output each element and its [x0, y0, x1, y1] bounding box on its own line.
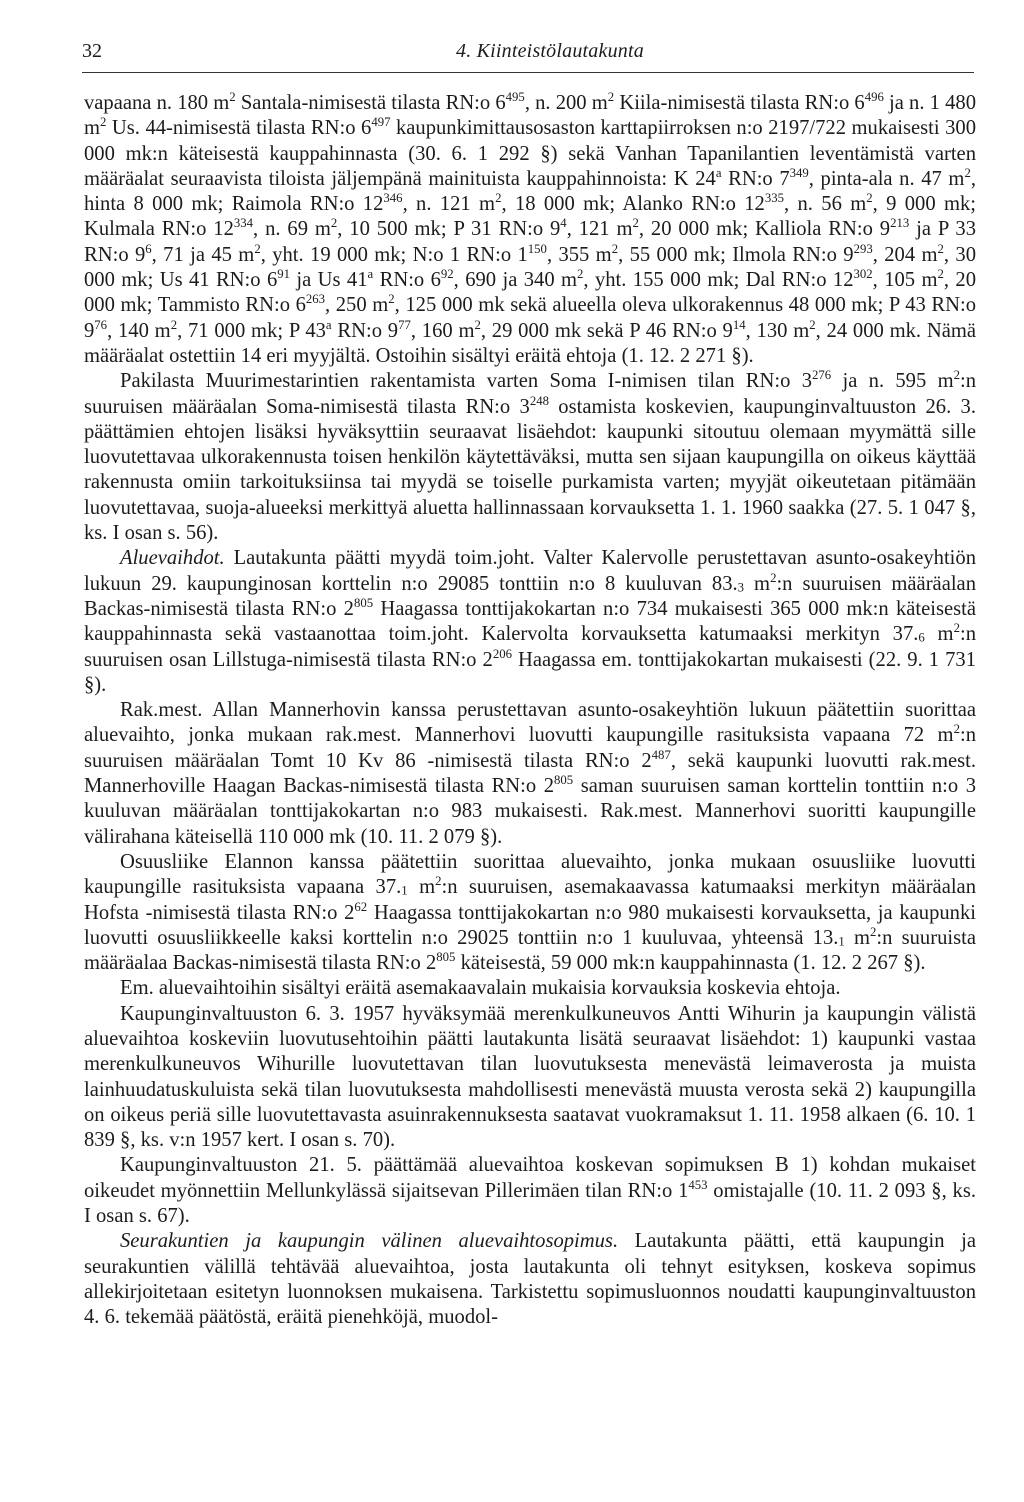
page-header — [82, 40, 974, 68]
paragraph-1: vapaana n. 180 $m^2$ Santala-nimisestä tilasta RN:o $6^{495}$, n. 200 $m^2$ Kiila-nimisestä tilasta RN:o $6^{496}$ ja n. 1 480 $m^2$ Us. 44-nimisestä tilasta RN:o $6^{497}$ kaupunkimittausosaston karttapiirroksen n:o 2197/722 mukaisesti 300 000 mk:n käteisestä kauppahinnasta (30. 6. 1 292 §) sekä Vanhan Tapanilantien leventämistä varten määräalat seuraavista tiloista jäljempänä mainituista kauppahinnoista: K 24$^a$ RN:o $7^{349}$, pinta-ala n. 47 $m^2$, hinta 8 000 mk; Raimola RN:o $12^{346}$, n. 121 $m^2$, 18 000 mk; Alanko RN:o $12^{335}$, n. 56 $m^2$, 9 000 mk; Kulmala RN:o $12^{334}$, n. 69 $m^2$, 10 500 mk; P 31 RN:o $9^4$, 121 $m^2$, 20 000 mk; Kalliola RN:o $9^{213}$ ja P 33 RN:o $9^6$, 71 ja 45 $m^2$, yht. 19 000 mk; N:o 1 RN:o $1^{150}$, 355 $m^2$, 55 000 mk; Ilmola RN:o $9^{293}$, 204 $m^2$, 30 000 mk; Us 41 RN:o $6^{91}$ ja Us 41$^a$ RN:o $6^{92}$, 690 ja 340 $m^2$, yht. 155 000 mk; Dal RN:o $12^{302}$, 105 $m^2$, 20 000 mk; Tammisto RN:o $6^{263}$, 250 $m^2$, 125 000 mk sekä alueella oleva ulkorakennus 48 000 mk; P 43 RN:o $9^{76}$, 140 $m^2$, 71 000 mk; P 43$^a$ RN:o $9^{77}$, 160 $m^2$, 29 000 mk sekä P 46 RN:o $9^{14}$, 130 $m^2$, 24 000 mk. Nämä määräalat ostettiin 14 eri myyjältä. Ostoihin sisältyi eräitä ehtoja (1. 12. 2 271 §). — [84, 90, 977, 367]
paragraph-8: Kaupunginvaltuuston 21. 5. päättämää aluevaihtoa koskevan sopimuksen B 1) kohdan mukaiset oikeudet myönnettiin Mellunkylässä sijaitsevan Pillerimäen tilan RN:o $1^{453}$ omistajalle (10. 11. 2 093 §, ks. I osan s. 67). — [84, 1154, 976, 1228]
page-number: 32 — [82, 40, 102, 62]
paragraph-3: Aluevaihdot. Lautakunta päätti myydä toim.joht. Valter Kalervolle perustettavan asunto-osakeyhtiön lukuun 29. kaupunginosan korttelin n:o 29085 tonttiin n:o 8 kuuluvan $83._3$ $m^2:n$ suuruisen määräalan Backas-nimisestä tilasta RN:o $2^{805}$ Haagassa tonttijakokartan n:o 734 mukaisesti 365 000 mk:n käteisestä kauppahinnasta sekä vastaanottaa toim.joht. Kalervolta korvauksetta katumaaksi merkityn $37._6$ $m^2:n$ suuruisen osan Lillstuga-nimisestä tilasta RN:o $2^{206}$ Haagassa em. tonttijakokartan mukaisesti (22. 9. 1 731 §). — [84, 547, 977, 696]
paragraph-5: Osuusliike Elannon kanssa päätettiin suorittaa aluevaihto, jonka mukaan osuusliike luovutti kaupungille rasituksista vapaana $37._1$ $m^2:n$ suuruisen, asemakaavassa katumaaksi merkityn määräalan Hofsta -nimisestä tilasta RN:o $2^{62}$ Haagassa tonttijakokartan n:o 980 mukaisesti korvauksetta, ja kaupunki luovutti osuusliikkeelle kaksi korttelin n:o 29025 tonttiin n:o 1 kuuluvaa, yhteensä $13._1$ $m^2:n$ suuruista määräalaa Backas-nimisestä tilasta RN:o $2^{805}$ käteisestä, 59 000 mk:n kauppahinnasta (1. 12. 2 267 §). — [84, 850, 976, 975]
running-title: 4. Kiinteistölautakunta — [456, 40, 644, 62]
paragraph-4: Rak.mest. Allan Mannerhovin kanssa perustettavan asunto-osakeyhtiön lukuun päätettiin suorittaa aluevaihto, jonka mukaan rak.mest. Mannerhovi luovutti kaupungille rasituksista vapaana 72 $m^2:n$ suuruisen määräalan Tomt 10 Kv 86 -nimisestä tilasta RN:o $2^{487}$, sekä kaupunki luovutti rak.mest. Mannerhoville Haagan Backas-nimisestä tilasta RN:o $2^{805}$ saman suuruisen saman korttelin tonttiin n:o 3 kuuluvan määräalan tonttijakokartan n:o 983 mukaisesti. Rak.mest. Mannerhovi suoritti kaupungille välirahana käteisellä 110 000 mk (10. 11. 2 079 §). — [84, 699, 976, 848]
paragraph-6: Em. aluevaihtoihin sisältyi eräitä asemakaavalain mukaisia korvauksia koskevia ehtoja. — [120, 977, 841, 1000]
body-text — [84, 91, 976, 1331]
header-divider — [82, 72, 974, 73]
paragraph-7: Kaupunginvaltuuston 6. 3. 1957 hyväksymää merenkulkuneuvos Antti Wihurin ja kaupungin välistä aluevaihtoa koskeviin luovutusehtoihin päätti lautakunta lisätä seuraavat lisäehdot: 1) kaupunki vastaa merenkulkuneuvos Wihurille luovutettavan tilan luovutuksesta menevästä leimaverosta ja muista lainhuudatuskuluista sekä tilan luovutuksesta mahdollisesti menevästä muusta verosta sekä 2) kaupungilla on oikeus periä sille luovutettavasta asuinrakennuksesta saatavat vuokramaksut 1. 11. 1958 alkaen (6. 10. 1 839 §, ks. v:n 1957 kert. I osan s. 70). — [84, 1002, 976, 1152]
paragraph-2: Pakilasta Muurimestarintien rakentamista varten Soma I-nimisen tilan RN:o $3^{276}$ ja n. 595 $m^2:n$ suuruisen määräalan Soma-nimisestä tilasta RN:o $3^{248}$ ostamista koskevien, kaupunginvaltuuston 26. 3. päättämien ehtojen lisäksi hyväksyttiin seuraavat lisäehdot: kaupunki sitoutuu olemaan myymättä sille luovutettavaa ulkorakennusta toisen henkilön käytettäväksi, mutta sen sijaan kaupungilla on oikeus käyttää rakennusta omiin tarkoituksiinsa tai myydä se toiselle purkamista varten; myyjät oikeutetaan pitämään luovutettavaa, suoja-alueeksi merkittyä aluetta hallinnassaan korvauksetta 1. 1. 1960 saakka (27. 5. 1 047 §, ks. I osan s. 56). — [84, 368, 977, 545]
paragraph-9: Seurakuntien ja kaupungin välinen aluevaihtosopimus. Lautakunta päätti, että kaupungin ja seurakuntien välillä tehtävää aluevaihtoa, josta lautakunta oli tehnyt esityksen, koskeva sopimus allekirjoitetaan esitetyn luonnoksen mukaisena. Tarkistettu sopimusluonnos noudatti kaupunginvaltuuston 4. 6. tekemää päätöstä, eräitä pienehköjä, muodol- — [84, 1230, 977, 1329]
